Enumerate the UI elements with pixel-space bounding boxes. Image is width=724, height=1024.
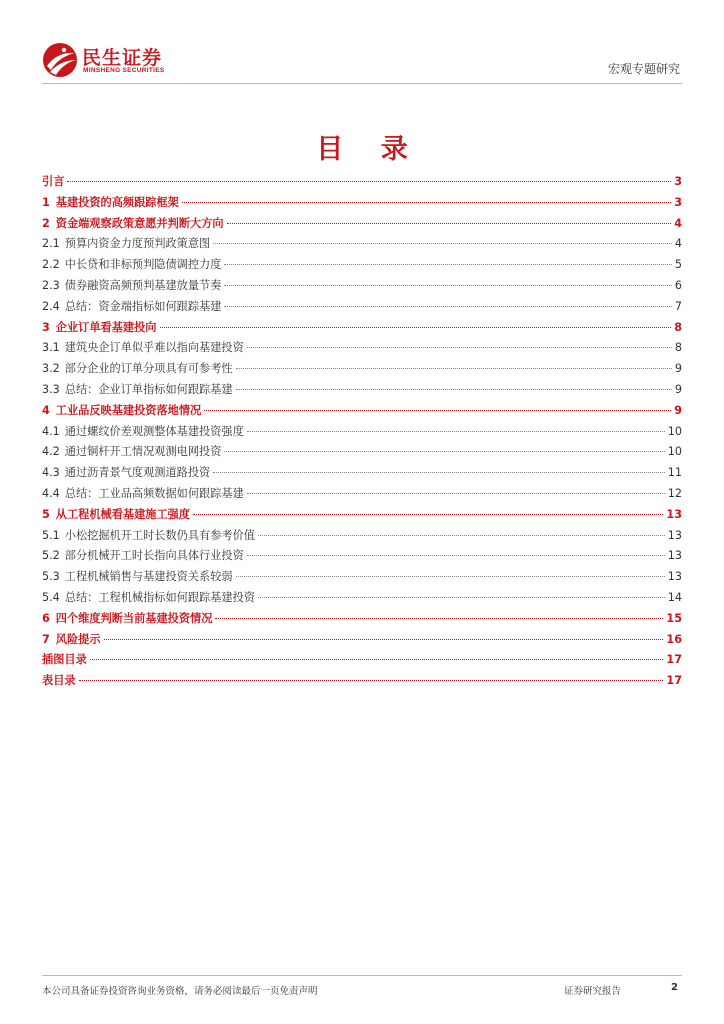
toc-entry[interactable] [42, 463, 682, 484]
toc-entry-label: 工业品反映基建投资落地情况 [55, 403, 202, 417]
toc-entry-label: 通过螺纹价差观测整体基建投资强度 [64, 424, 244, 438]
toc-entry-page: 7 [674, 299, 682, 313]
toc-entry[interactable] [42, 567, 682, 588]
toc-dot-leader [247, 347, 672, 348]
toc-entry-page: 15 [666, 611, 682, 625]
toc-entry[interactable] [42, 401, 682, 422]
toc-entry-number: 2 [42, 216, 50, 230]
toc-entry[interactable] [42, 234, 682, 255]
toc-entry[interactable] [42, 318, 682, 339]
toc-entry-page: 9 [674, 403, 682, 417]
toc-entry[interactable] [42, 546, 682, 567]
toc-dot-leader [258, 535, 665, 536]
toc-dot-leader [79, 680, 664, 681]
toc-entry-label: 总结：资金端指标如何跟踪基建 [64, 299, 222, 313]
toc-entry-page: 16 [666, 632, 682, 646]
toc-entry-page: 10 [667, 445, 682, 459]
toc-entry-number: 4.3 [42, 466, 60, 480]
toc-dot-leader [236, 368, 672, 369]
toc-entry-number: 2.2 [42, 258, 60, 272]
toc-entry-number: 3.3 [42, 382, 60, 396]
toc-entry-number: 3.1 [42, 341, 60, 355]
toc-dot-leader [227, 223, 672, 224]
toc-entry-number: 2.3 [42, 278, 60, 292]
toc-entry-label: 总结：企业订单指标如何跟踪基建 [64, 382, 233, 396]
toc-entry-number: 4 [42, 403, 50, 417]
company-logo [42, 42, 202, 82]
toc-entry-label: 通过铜杆开工情况观测电网投资 [64, 445, 222, 459]
footer-report-label: 证券研究报告 [564, 986, 622, 997]
toc-entry-label: 从工程机械看基建施工强度 [55, 507, 191, 521]
toc-dot-leader [224, 264, 671, 265]
toc-dot-leader [258, 597, 665, 598]
toc-entry-page: 17 [666, 653, 682, 667]
toc-entry-label: 总结：工业品高频数据如何跟踪基建 [64, 486, 244, 500]
toc-entry-label: 总结：工程机械指标如何跟踪基建投资 [64, 590, 255, 604]
toc-entry-number: 5.4 [42, 590, 60, 604]
toc-dot-leader [224, 306, 671, 307]
toc-entry[interactable] [42, 172, 682, 193]
toc-entry-label: 资金端观察政策意愿并判断大方向 [55, 216, 224, 230]
toc-entry-label: 插图目录 [42, 653, 87, 667]
toc-dot-leader [90, 659, 664, 660]
minsheng-logo-icon [42, 42, 78, 78]
toc-entry-label: 风险提示 [55, 632, 101, 646]
toc-dot-leader [67, 181, 671, 182]
toc-entry-label: 小松挖掘机开工时长数仍具有参考价值 [64, 528, 255, 542]
toc-entry-label: 部分机械开工时长指向具体行业投资 [64, 549, 244, 563]
toc-entry-number: 3 [42, 320, 50, 334]
toc-dot-leader [247, 431, 665, 432]
toc-entry-page: 6 [674, 278, 682, 292]
toc-dot-leader [193, 514, 663, 515]
toc-entry[interactable] [42, 671, 682, 692]
toc-entry-page: 13 [667, 570, 682, 584]
toc-entry[interactable] [42, 650, 682, 671]
toc-entry-page: 17 [666, 674, 682, 688]
toc-dot-leader [213, 472, 665, 473]
toc-entry[interactable] [42, 588, 682, 609]
toc-dot-leader [204, 410, 671, 411]
toc-entry-number: 5.3 [42, 570, 60, 584]
toc-dot-leader [182, 202, 671, 203]
toc-entry[interactable] [42, 526, 682, 547]
toc-entry-page: 9 [674, 382, 682, 396]
toc-entry-number: 5.1 [42, 528, 60, 542]
toc-entry-page: 4 [674, 237, 682, 251]
toc-entry[interactable] [42, 484, 682, 505]
toc-entry-page: 8 [674, 341, 682, 355]
toc-dot-leader [213, 243, 672, 244]
toc-entry-page: 14 [667, 590, 682, 604]
toc-entry-label: 中长贷和非标预判隐债调控力度 [64, 258, 222, 272]
toc-entry-number: 4.1 [42, 424, 60, 438]
toc-entry[interactable] [42, 338, 682, 359]
report-type: 宏观专题研究 [607, 62, 680, 76]
toc-entry-number: 1 [42, 195, 50, 209]
toc-entry-label: 债券融资高频预判基建放量节奏 [64, 278, 222, 292]
toc-entry-label: 预算内资金力度预判政策意图 [64, 237, 211, 251]
toc-dot-leader [247, 493, 665, 494]
toc-dot-leader [236, 389, 672, 390]
page-header [42, 42, 682, 86]
toc-entry[interactable] [42, 297, 682, 318]
toc-dot-leader [247, 555, 665, 556]
toc-entry[interactable] [42, 442, 682, 463]
toc-dot-leader [104, 639, 664, 640]
toc-entry-page: 5 [674, 258, 682, 272]
toc-entry-page: 13 [666, 507, 682, 521]
toc-dot-leader [224, 285, 671, 286]
toc-entry-page: 10 [667, 424, 682, 438]
toc-entry[interactable] [42, 214, 682, 235]
toc-entry-label: 基建投资的高频跟踪框架 [55, 195, 179, 209]
toc-dot-leader [215, 618, 663, 619]
page-number: 2 [671, 982, 678, 993]
toc-entry-label: 建筑央企订单似乎难以指向基建投资 [64, 341, 244, 355]
header-divider [42, 83, 682, 84]
toc-entry-number: 2.4 [42, 299, 60, 313]
footer-disclaimer: 本公司具备证券投资咨询业务资格，请务必阅读最后一页免责声明 [42, 986, 318, 997]
toc-entry[interactable] [42, 505, 682, 526]
toc-entry[interactable] [42, 193, 682, 214]
toc-entry-page: 4 [674, 216, 682, 230]
toc-entry-number: 4.2 [42, 445, 60, 459]
toc-entry-label: 企业订单看基建投向 [55, 320, 157, 334]
toc-entry-label: 四个维度判断当前基建投资情况 [55, 611, 213, 625]
toc-entry-label: 表目录 [42, 674, 76, 688]
toc-entry-label: 通过沥青景气度观测道路投资 [64, 466, 211, 480]
toc-entry[interactable] [42, 276, 682, 297]
toc-entry-number: 4.4 [42, 486, 60, 500]
toc-dot-leader [224, 451, 664, 452]
toc-dot-leader [160, 327, 672, 328]
toc-title: 目 录 [316, 134, 422, 165]
toc-entry-number: 2.1 [42, 237, 60, 251]
toc-entry-number: 7 [42, 632, 50, 646]
logo-english-name: MINSHENG SECURITIES [83, 67, 165, 74]
toc-entry[interactable] [42, 630, 682, 651]
toc-entry-number: 3.2 [42, 362, 60, 376]
toc-entry-page: 13 [667, 549, 682, 563]
toc-entry[interactable] [42, 380, 682, 401]
toc-entry-page: 3 [674, 175, 682, 188]
toc-entry[interactable] [42, 255, 682, 276]
toc-entry-number: 5.2 [42, 549, 60, 563]
toc-entry-page: 9 [674, 362, 682, 376]
logo-chinese-name: 民生证券 [82, 47, 163, 69]
toc-entry[interactable] [42, 422, 682, 443]
toc-entry-label: 引言 [42, 175, 65, 188]
toc-entry-page: 11 [667, 466, 682, 480]
toc-entry-page: 3 [674, 195, 682, 209]
toc-entry-page: 8 [674, 320, 682, 334]
toc-entry-label: 工程机械销售与基建投资关系较弱 [64, 570, 233, 584]
footer-divider [42, 975, 682, 976]
toc-entry-number: 5 [42, 507, 50, 521]
toc-entry[interactable] [42, 609, 682, 630]
toc-entry-label: 部分企业的订单分项具有可参考性 [64, 362, 233, 376]
toc-entry-number: 6 [42, 611, 50, 625]
table-of-contents [42, 172, 682, 692]
toc-entry[interactable] [42, 359, 682, 380]
toc-dot-leader [236, 576, 665, 577]
toc-entry-page: 12 [667, 486, 682, 500]
toc-entry-page: 13 [667, 528, 682, 542]
